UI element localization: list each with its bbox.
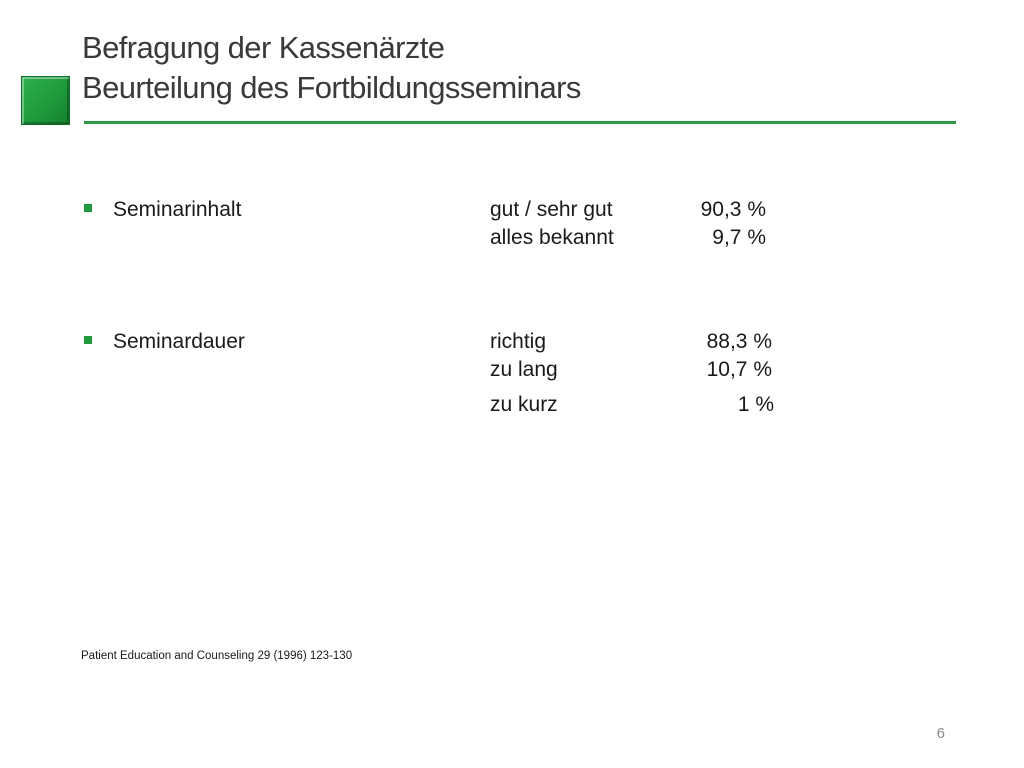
bullet-square-icon [84, 336, 92, 344]
rating-value: 88,3 % [706, 330, 772, 353]
title-underline [84, 121, 956, 124]
green-square-icon [21, 76, 70, 125]
rating-value: 10,7 % [706, 358, 772, 381]
item-label-seminardauer: Seminardauer [113, 330, 245, 353]
rating-value: 9,7 % [712, 226, 766, 249]
rating-label: gut / sehr gut [490, 198, 613, 221]
rating-value: 90,3 % [700, 198, 766, 221]
bullet-square-icon [84, 204, 92, 212]
title-line-2: Beurteilung des Fortbildungsseminars [82, 70, 581, 105]
rating-label: zu lang [490, 358, 558, 381]
page-number: 6 [936, 725, 945, 742]
source-citation: Patient Education and Counseling 29 (1996) 123-130 [81, 650, 353, 662]
rating-label: richtig [490, 330, 547, 353]
rating-value: 1 % [737, 393, 774, 416]
slide-title [82, 28, 962, 108]
item-label-seminarinhalt: Seminarinhalt [113, 198, 242, 221]
rating-label: alles bekannt [490, 226, 614, 249]
rating-label: zu kurz [490, 393, 558, 416]
title-line-1: Befragung der Kassenärzte [82, 30, 445, 65]
